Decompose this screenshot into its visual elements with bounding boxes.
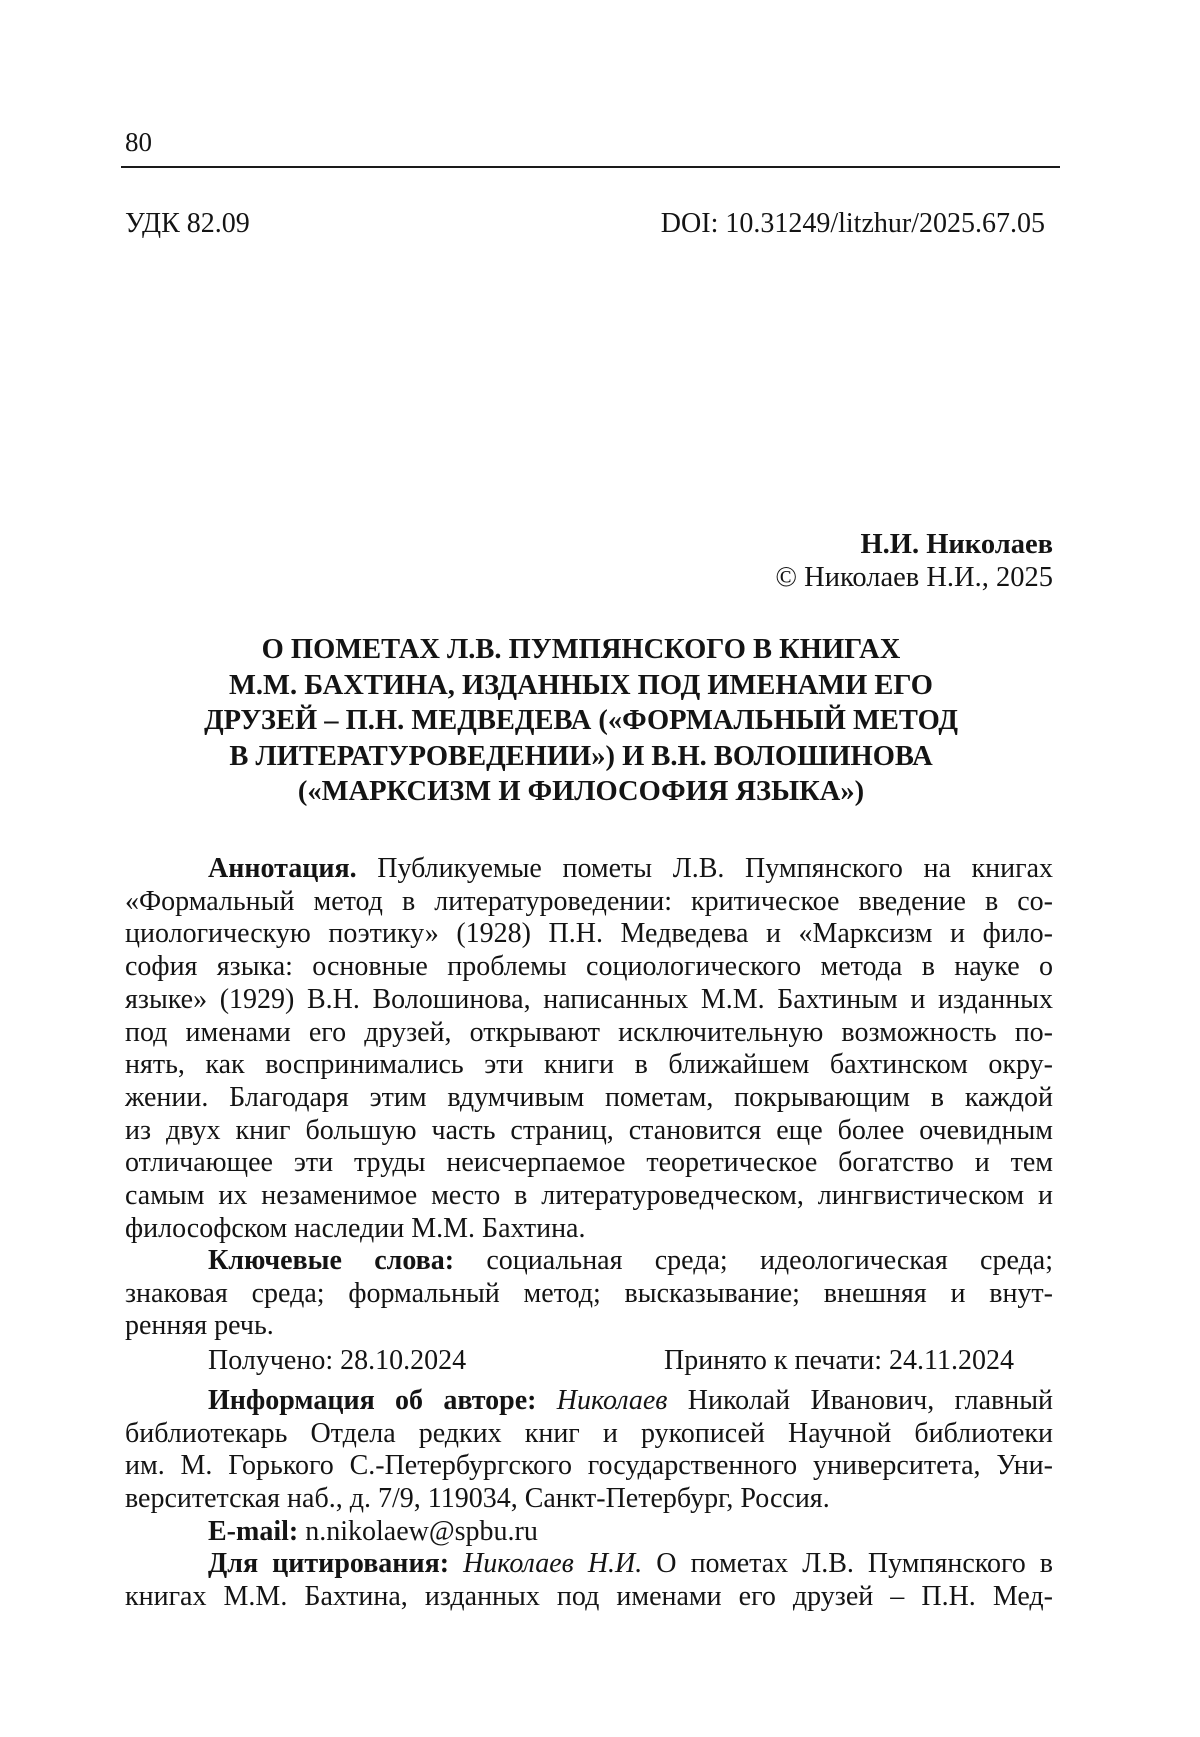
author-info-line: библиотекарь Отдела редких книг и рукописей Научной библиотеки: [125, 1417, 1053, 1449]
abstract-line: самым их незаменимое место в литературоведческом, лингвистическом и: [125, 1180, 1053, 1212]
email-label: E-mail:: [208, 1516, 299, 1547]
title-line: М.М. БАХТИНА, ИЗДАННЫХ ПОД ИМЕНАМИ ЕГО: [229, 669, 933, 701]
abstract-line: циологическую поэтику» (1928) П.Н. Медведева и «Марксизм и фило-: [125, 918, 1053, 950]
article-title: [136, 632, 1026, 810]
keywords-line: знаковая среда; формальный метод; высказывание; внешняя и внут-: [125, 1277, 1053, 1309]
email-address[interactable]: n.nikolaew@spbu.ru: [298, 1516, 538, 1547]
keywords-line: ренняя речь.: [125, 1310, 274, 1342]
abstract-line: языке» (1929) В.Н. Волошинова, написанных М.М. Бахтиным и изданных: [125, 983, 1053, 1015]
abstract-line: философском наследии М.М. Бахтина.: [125, 1212, 586, 1244]
abstract-line: «Формальный метод в литературоведении: критическое введение в со-: [125, 885, 1053, 917]
author-info-line: им. М. Горького С.-Петербургского государственного университета, Уни-: [125, 1450, 1053, 1482]
title-line: О ПОМЕТАХ Л.В. ПУМПЯНСКОГО В КНИГАХ: [261, 634, 901, 665]
keywords: [125, 1245, 1053, 1343]
keywords-label: Ключевые слова:: [208, 1245, 455, 1276]
abstract-line: отличающее эти труды неисчерпаемое теоретическое богатство и тем: [125, 1147, 1053, 1179]
citation-label: Для цитирования:: [208, 1548, 450, 1579]
email-line: [125, 1516, 1053, 1549]
udk-code: УДК 82.09: [125, 208, 250, 239]
author-info-name: Николаев: [536, 1385, 668, 1416]
abstract-line: софия языка: основные проблемы социологического метода в науке о: [125, 951, 1053, 983]
author-info-line: верситетская наб., д. 7/9, 119034, Санкт-Петербург, Россия.: [125, 1483, 830, 1515]
abstract-line: жении. Благодаря этим вдумчивым пометам, покрывающим в каждой: [125, 1081, 1053, 1113]
citation-line: Для цитирования: Николаев Н.И. О пометах Л.В. Пумпянского в: [208, 1548, 1053, 1579]
copyright-line: © Николаев Н.И., 2025: [775, 562, 1053, 593]
keywords-line: Ключевые слова: социальная среда; идеологическая среда;: [208, 1245, 1053, 1276]
citation-line: книгах М.М. Бахтина, изданных под именами его друзей – П.Н. Мед-: [125, 1580, 1053, 1612]
abstract-label: Аннотация.: [208, 853, 357, 884]
author-info: [125, 1385, 1053, 1516]
accepted-date: Принято к печати: 24.11.2024: [664, 1345, 1014, 1376]
author-info-line: Информация об авторе: Николаев Николай Иванович, главный: [208, 1385, 1054, 1416]
author-name: Н.И. Николаев: [860, 529, 1053, 560]
author-info-label: Информация об авторе:: [208, 1385, 537, 1416]
received-date: Получено: 28.10.2024: [208, 1345, 467, 1376]
title-line: («МАРКСИЗМ И ФИЛОСОФИЯ ЯЗЫКА»): [297, 776, 865, 807]
title-line: В ЛИТЕРАТУРОВЕДЕНИИ») И В.Н. ВОЛОШИНОВА: [229, 740, 933, 772]
abstract: [125, 853, 1053, 1245]
header-rule: [121, 166, 1060, 168]
abstract-line: нять, как воспринимались эти книги в ближайшем бахтинском окру-: [125, 1049, 1053, 1081]
title-line: ДРУЗЕЙ – П.Н. МЕДВЕДЕВА («ФОРМАЛЬНЫЙ МЕТОД: [204, 705, 958, 736]
page-number: 80: [125, 127, 152, 157]
abstract-line: из двух книг большую часть страниц, становится еще более очевидным: [125, 1114, 1053, 1146]
abstract-line: Аннотация. Публикуемые пометы Л.В. Пумпянского на книгах: [208, 853, 1053, 884]
citation: [125, 1548, 1053, 1613]
abstract-line: под именами его друзей, открывают исключительную возможность по-: [125, 1016, 1053, 1048]
doi: DOI: 10.31249/litzhur/2025.67.05: [660, 208, 1045, 239]
citation-author: Николаев Н.И.: [449, 1548, 643, 1579]
